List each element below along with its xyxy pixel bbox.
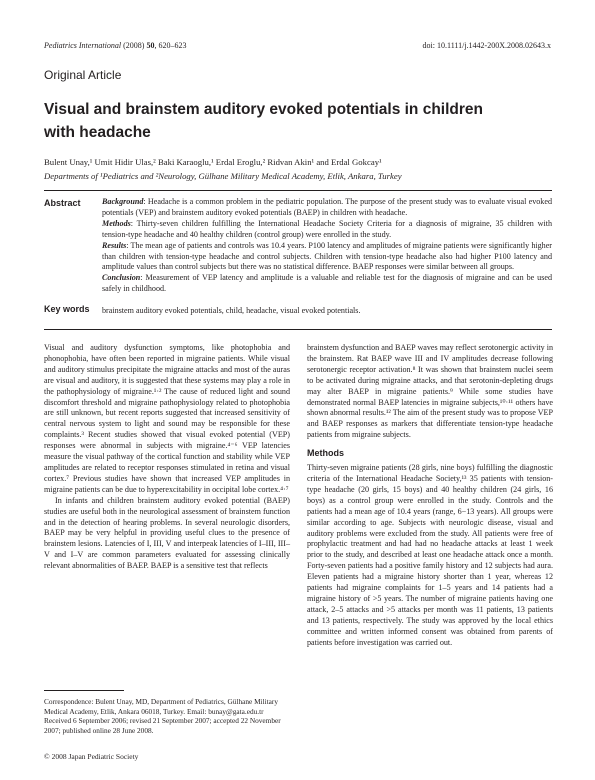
footnote-rule [44,690,124,691]
received-dates: Received 6 September 2006; revised 21 September 2007; accepted 22 November 2007; published online 28 June 2008. [44,716,281,735]
abstract-results [102,241,552,274]
body-paragraph: Thirty-seven migraine patients (28 girls, nine boys) fulfilling the diagnostic criteria of the International Headache Society,¹³ 35 patients with tension-type headache (20 girls, 15 boys) and 40 healthy children (24 girls, 16 boys) as a control group were enrolled in the study. Controls and the patients had a mean age of 10.4 years (range, 6−13 years). All groups were similar according to age. Subjects with neurologic disease, visual and auditory problems were excluded from the study. All patients were free of prophylactic treatment and had had no headache attacks at least 1 week prior to the study, and described at least one headache attack once a month. Forty-seven patients had a positive family history and 12 subjects had aura. Eleven patients had a migraine history shorter than 1 year, whereas 12 patients had migraine complaints for 1–5 years and 14 patients had a migraine history of >5 years. The number of migraine patients having one attack, 2–5 attacks and >5 attacks per month was 11 patients, 13 patients and 13 patients, respectively. The study was approved by the local ethics committee and written informed consent was obtained from parents of patients before investigation was carried out. [307,463,553,647]
body-paragraph: Visual and auditory dysfunction symptoms, like photophobia and phonophobia, have often been reported in migraine patients. While visual and auditory stimulus precipitate the migraine attacks and most of the auras are visual and auditory, it is suggested that these systems may play a role in the pathophysiology of migraine.¹·² The cause of reduced light and sound discomfort threshold and migraine pathophysiology related to photophobia are still unknown, but recent reports suggested that increased sensitivity of central nervous system to light and sound may be responsible for these complaints.³ Recent studies showed that visual evoked potential (VEP) responses were abnormal in subjects with migraine.⁴⁻⁶ VEP latencies measure the visual pathway of the cortical function and stability while VEP amplitudes are related to receptor responses stimulated in retina and visual cortex.⁷ Previous studies have shown that increased VEP amplitudes in migraine patients can be due to hyperexcitability in occipital lobe cortex.⁴·⁷ [44,343,290,494]
abstract-label: Abstract [44,198,81,208]
conclusion-text: : Measurement of VEP latency and amplitude is a valuable and reliable test for the diagnosis of migraine and can be used safely in childhood. [102,273,552,294]
background-text: : Headache is a common problem in the pediatric population. The purpose of the present study was to evaluate visual evoked potentials (VEP) and brainstem auditory evoked potentials (BAEP) in children with headache. [102,197,552,217]
keywords-label: Key words [44,304,90,314]
body-column-right [307,343,553,648]
body-paragraph: In infants and children brainstem auditory evoked potential (BAEP) studies are useful both in the neurological assessment of brainstem function and in the detection of hearing problems. In several neurologic disorders, BAEP may be very helpful in providing useful clues to the presence of brainstem lesions. Latencies of I, III, V and interpeak latencies of I–III, III–V and I–V are common parameters evaluated for assessing clinically relevant abnormalities of BAEP. BAEP is a sensitive test that reflects [44,495,290,571]
methods-label: Methods [102,218,131,228]
keywords-bottom-rule [44,329,552,330]
abstract-conclusion [102,273,552,295]
body-column-left [44,343,290,572]
correspondence: Correspondence: Bulent Unay, MD, Department of Pediatrics, Gülhane Military Medical Academy, Etlik, Ankara 06018, Turkey. Email: bunay@gata.edu.tr [44,697,278,716]
journal-reference [44,41,186,50]
article-title: Visual and brainstem auditory evoked potentials in children with headache [44,101,483,141]
journal-volume: 50 [146,41,155,50]
journal-year: (2008) [123,41,145,50]
body-paragraph: brainstem dysfunction and BAEP waves may reflect serotonergic activity in the brainstem. Rat BAEP wave III and IV amplitudes decrease following serotonergic receptor activation.⁸ It was shown that brainstem nuclei seem to be activated during migraine attacks, and that serotonin-depleting drugs may alter BAEP in migraine patients.⁹ While some studies have demonstrated normal BAEP latencies in migraine subjects,¹⁰·¹¹ others have shown abnormal results.¹² The aim of the present study was to propose VEP and BAEP responses as markers that differentiate tension-type headache patients from migraine subjects. [307,343,553,440]
journal-name: Pediatrics International [44,41,122,50]
results-text: : The mean age of patients and controls was 10.4 years. P100 latency and amplitudes of migraine patients were significantly higher than children with tension-type headache and control subjects. Children with tension-type headache also had higher P100 latency and amplitude values than control subjects but there was no statistical difference. BAEP responses were similar between all groups. [102,240,552,272]
article-type: Original Article [44,68,122,82]
author-list: Bulent Unay,¹ Umit Hidir Ulas,² Baki Karaoglu,¹ Erdal Eroglu,² Ridvan Akin¹ and Erdal Gokcay¹ [44,157,382,167]
doi: doi: 10.1111/j.1442-200X.2008.02643.x [422,41,551,50]
results-label: Results [102,240,127,250]
section-heading-methods: Methods [307,448,344,459]
methods-text: : Thirty-seven children fulfilling the International Headache Society Criteria for a diagnosis of migraine, 35 children with tension-type headache and 40 healthy children (control group) were enrolled in the study. [102,218,552,239]
journal-pages: , 620–623 [154,41,187,50]
footnote [44,697,294,735]
background-label: Background [102,197,144,206]
abstract-methods [102,219,552,241]
keywords-text: brainstem auditory evoked potentials, child, headache, visual evoked potentials. [102,306,361,315]
running-header [44,41,551,53]
conclusion-label: Conclusion [102,273,141,283]
abstract-body [102,197,552,295]
abstract-background [102,197,552,219]
abstract-top-rule [44,190,552,191]
affiliation: Departments of ¹Pediatrics and ²Neurology, Gülhane Military Medical Academy, Etlik, Ankara, Turkey [44,171,402,181]
copyright: © 2008 Japan Pediatric Society [44,752,139,761]
